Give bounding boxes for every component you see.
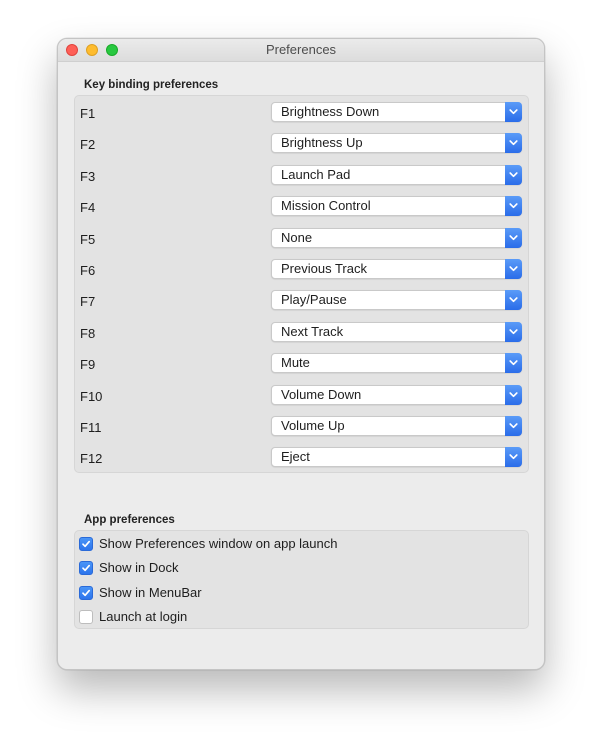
chevron-down-icon[interactable] xyxy=(505,228,522,248)
chevron-down-icon[interactable] xyxy=(505,416,522,436)
title-bar[interactable] xyxy=(58,39,544,62)
action-select-f11[interactable] xyxy=(271,416,522,436)
action-select-f9[interactable] xyxy=(271,353,522,373)
selected-action: Play/Pause xyxy=(281,292,347,308)
key-binding-group xyxy=(74,95,529,473)
app-prefs-section-title: App preferences xyxy=(84,514,175,526)
selected-action: None xyxy=(281,229,313,245)
key-binding-row-f7 xyxy=(75,288,528,320)
option-label[interactable]: Launch at login xyxy=(99,608,188,624)
window-title: Preferences xyxy=(265,42,337,57)
function-key-label: F9 xyxy=(80,357,96,373)
action-select-f2[interactable] xyxy=(271,133,522,153)
key-binding-row-f2 xyxy=(75,131,528,163)
checkmark-icon xyxy=(81,539,91,549)
chevron-down-icon[interactable] xyxy=(505,165,522,185)
chevron-down-icon[interactable] xyxy=(505,322,522,342)
function-key-label: F10 xyxy=(80,388,103,404)
key-binding-section-title: Key binding preferences xyxy=(84,79,219,91)
action-select-f1[interactable] xyxy=(271,102,522,122)
selected-action: Eject xyxy=(281,449,310,465)
function-key-label: F11 xyxy=(80,420,102,435)
chevron-down-icon[interactable] xyxy=(505,133,522,153)
function-key-label: F4 xyxy=(80,200,96,216)
action-select-f10[interactable] xyxy=(271,385,522,405)
function-key-label: F6 xyxy=(80,263,96,278)
action-select-f6[interactable] xyxy=(271,259,522,279)
chevron-down-icon[interactable] xyxy=(505,102,522,122)
function-key-label: F8 xyxy=(80,325,96,341)
action-select-f5[interactable] xyxy=(271,228,522,248)
checkbox-2[interactable] xyxy=(79,586,93,600)
key-binding-row-f4 xyxy=(75,194,528,226)
key-binding-row-f1 xyxy=(75,100,528,132)
selected-action: Volume Up xyxy=(281,418,345,433)
selected-action: Next Track xyxy=(281,323,344,339)
selected-action: Brightness Down xyxy=(281,104,380,119)
function-key-label: F3 xyxy=(80,168,96,184)
function-key-label: F2 xyxy=(80,137,96,153)
key-binding-row-f8 xyxy=(75,320,528,352)
checkmark-icon xyxy=(81,588,91,598)
key-binding-row-f3 xyxy=(75,163,528,195)
chevron-down-icon[interactable] xyxy=(505,353,522,373)
checkmark-icon xyxy=(81,563,91,573)
chevron-down-icon[interactable] xyxy=(505,447,522,467)
option-label[interactable]: Show in MenuBar xyxy=(99,584,202,600)
key-binding-row-f12 xyxy=(75,445,528,477)
action-select-f7[interactable] xyxy=(271,290,522,310)
action-select-f4[interactable] xyxy=(271,196,522,216)
preferences-window xyxy=(57,38,545,670)
function-key-label: F1 xyxy=(80,106,96,121)
checkbox-1[interactable] xyxy=(79,561,93,575)
selected-action: Previous Track xyxy=(281,261,367,276)
chevron-down-icon[interactable] xyxy=(505,196,522,216)
function-key-label: F12 xyxy=(80,451,103,467)
key-binding-row-f9 xyxy=(75,351,528,383)
action-select-f12[interactable] xyxy=(271,447,522,467)
app-prefs-group xyxy=(74,530,529,629)
key-binding-row-f10 xyxy=(75,383,528,415)
selected-action: Brightness Up xyxy=(281,135,363,151)
key-binding-row-f5 xyxy=(75,226,528,258)
action-select-f3[interactable] xyxy=(271,165,522,185)
checkbox-3[interactable] xyxy=(79,610,93,624)
function-key-label: F7 xyxy=(80,294,96,310)
selected-action: Mission Control xyxy=(281,198,371,214)
chevron-down-icon[interactable] xyxy=(505,385,522,405)
chevron-down-icon[interactable] xyxy=(505,259,522,279)
key-binding-row-f11 xyxy=(75,414,528,446)
selected-action: Volume Down xyxy=(281,386,362,402)
option-label[interactable]: Show in Dock xyxy=(99,560,179,576)
option-label[interactable]: Show Preferences window on app launch xyxy=(99,536,338,551)
function-key-label: F5 xyxy=(80,231,96,247)
key-binding-row-f6 xyxy=(75,257,528,289)
action-select-f8[interactable] xyxy=(271,322,522,342)
checkbox-0[interactable] xyxy=(79,537,93,551)
chevron-down-icon[interactable] xyxy=(505,290,522,310)
selected-action: Launch Pad xyxy=(281,166,351,182)
selected-action: Mute xyxy=(281,355,310,371)
